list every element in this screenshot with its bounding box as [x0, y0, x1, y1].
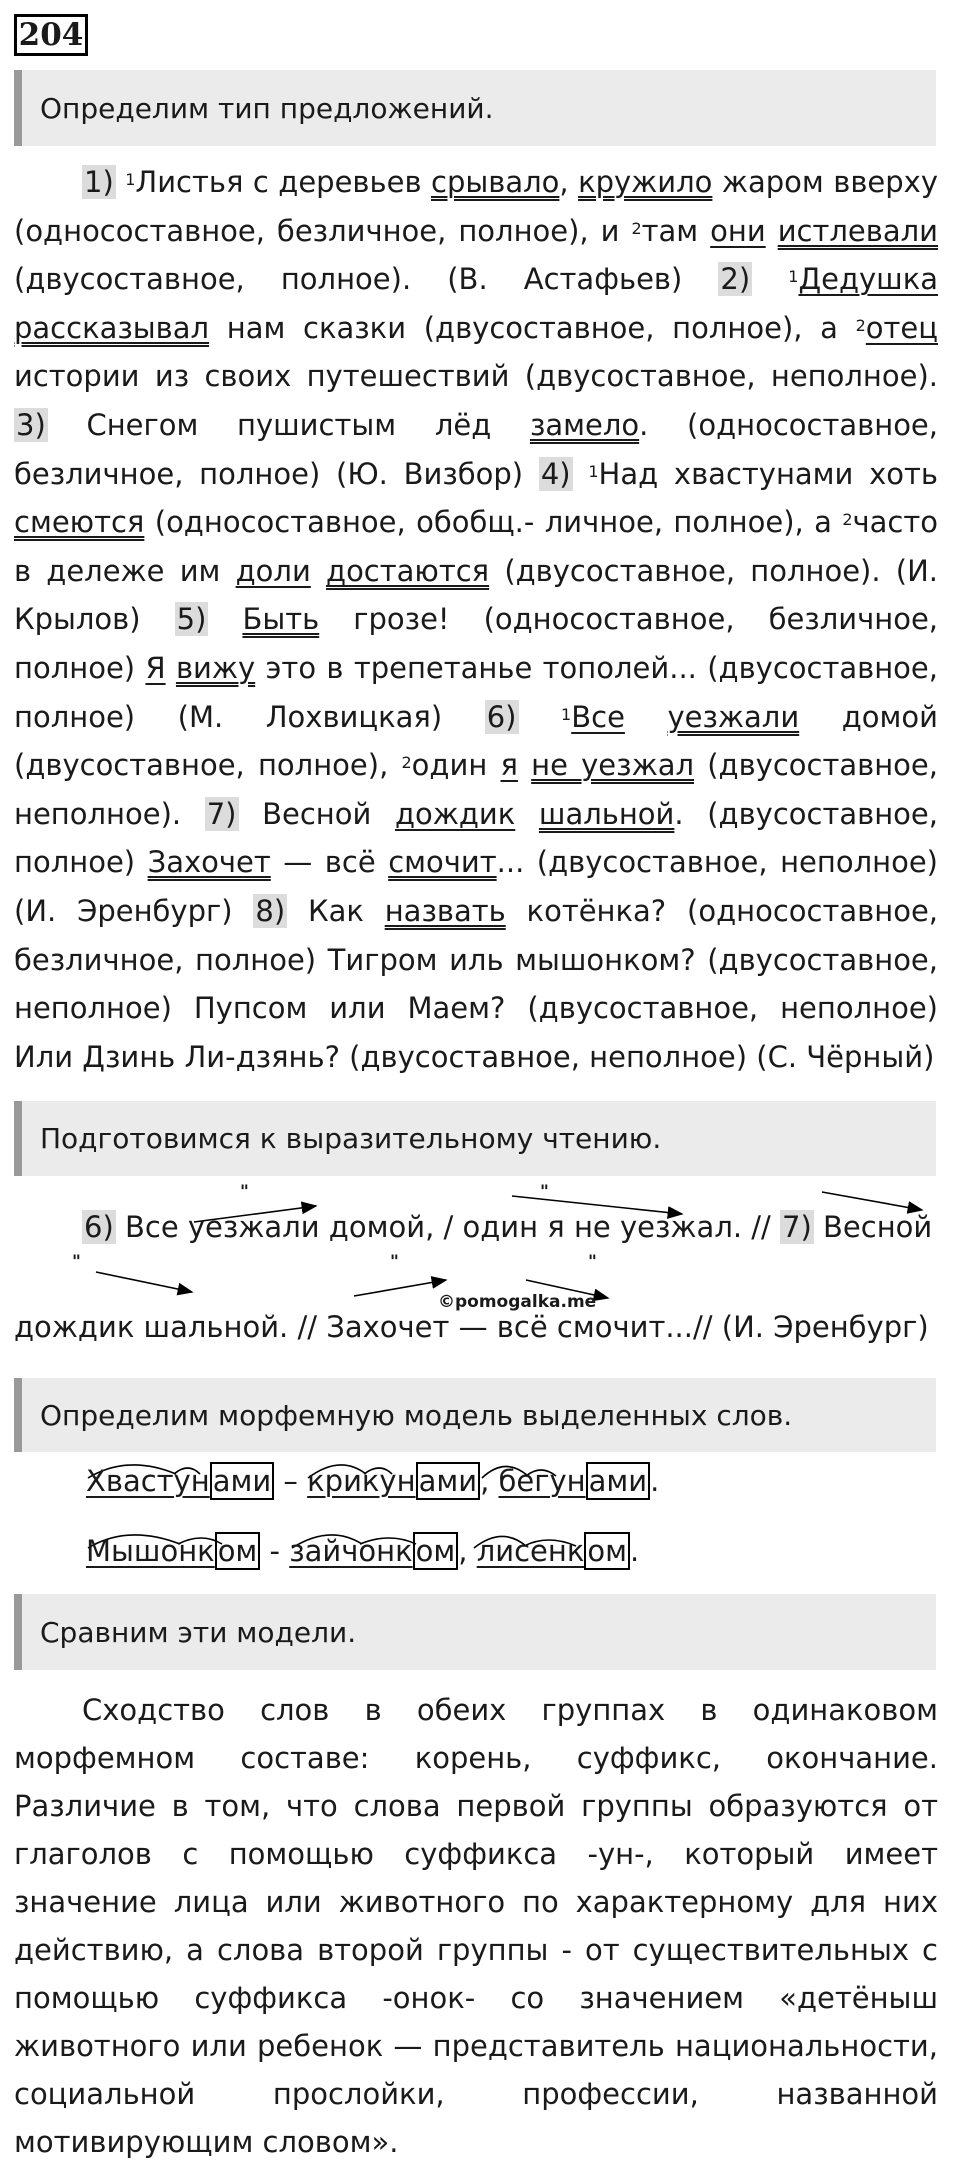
predicate: достаются [326, 553, 490, 588]
section-header-type: Определим тип предложений. [14, 70, 936, 146]
morpheme-row-1: Хвастун ами – крикун ами , бегун ами . [86, 1464, 660, 1498]
predicate: замело [529, 407, 640, 442]
reading-block [14, 1180, 938, 1360]
ending-box: ами [210, 1462, 275, 1500]
stress-mark: " [588, 1252, 597, 1272]
ending-box: ами [586, 1462, 651, 1500]
sentence-number: 6) [486, 699, 517, 734]
analysis-paragraph: 1) $^1$Листья с деревьев срывало, кружило жаром вверху (односоставное, безличное, полное), и $^2$там они истлевали (двусоставное, полное). (В. Астафьев) 2) $^1$Дедушка рассказывал нам сказки (двусоставное, полное), а $^2$отец истории из своих путешествий (двусоставное, неполное). 3) Снегом пушистым лёд замело. (односоставное, безличное, полное) (Ю. Визбор) 4) $^1$Над хвастунами хоть смеются (односоставное, обобщ.- личное, полное), а $^2$часто в дележе им доли достаются (двусоставное, полное). (И. Крылов) 5) Быть грозе! (односоставное, безличное, полное) Я вижу это в трепетанье тополей... (двусоставное, полное) (М. Лохвицкая) 6) $^1$Все уезжали домой (двусоставное, полное), $^2$один я не уезжал (двусоставное, неполное). 7) Весной дождик шальной. (двусоставное, полное) Захочет — всё смочит... (двусоставное, неполное) (И. Эренбург) 8) Как назвать котёнка? (односоставное, безличное, полное) Тигром иль мышонком? (двусоставное, неполное) Пупсом или Маем? (двусоставное, неполное) Или Дзинь Ли-дзянь? (двусоставное, неполное) (С. Чёрный) [14, 165, 939, 1074]
subject: доли [235, 553, 311, 588]
predicate: уезжали [667, 699, 800, 734]
stress-mark: " [540, 1182, 549, 1202]
conclusion-paragraph: Сходство слов в обеих группах в одинаковом морфемном составе: корень, суффикс, окончание. Различие в том, что слова первой группы образуются от глаголов с помощью суффикса -ун-, который имеет значение лица или животного по характерному для них действию, а слова второй группы - от существительных с помощью суффикса -онок- со значением «детёныш животного или ребенок — представитель национальности, социальной прослойки, профессии, названной мотивирующим словом». [14, 1693, 938, 2159]
section-header-reading: Подготовимся к выразительному чтению. [14, 1101, 936, 1176]
sentence-number: 7) [206, 796, 237, 831]
subject: они [710, 213, 766, 248]
subject: Дедушка [798, 262, 939, 297]
intonation-arrow [96, 1272, 192, 1292]
sentence-number: 2) [720, 262, 751, 297]
predicate: назвать [384, 893, 506, 928]
exercise-number: 204 [14, 14, 88, 56]
morpheme-row-2: Мышонк ом - зайчонк ом , лисенк ом . [86, 1534, 640, 1568]
watermark: ©pomogalka.me [438, 1292, 597, 1312]
section-header-morpheme: Определим морфемную модель выделенных слов. [14, 1378, 936, 1452]
stress-mark: " [240, 1182, 249, 1202]
ending-box: ом [413, 1532, 459, 1570]
intonation-arrow [354, 1280, 446, 1296]
sentence-number: 5) [176, 602, 207, 637]
predicate: рассказывал [14, 310, 210, 345]
sentence-number: 8) [255, 893, 286, 928]
reading-line-2: дождик шальной. // Захочет — всё смочит...// (И. Эренбург) [14, 1310, 929, 1344]
subject: дождик [394, 796, 516, 831]
stress-mark: " [72, 1252, 81, 1272]
predicate: смочит [388, 845, 497, 880]
subject: отец [865, 310, 938, 345]
sentence-number: 3) [16, 407, 46, 442]
stress-mark: " [390, 1252, 399, 1272]
predicate: Захочет [147, 845, 271, 880]
predicate: Быть [242, 602, 320, 637]
ending-box: ом [584, 1532, 630, 1570]
sentence-number: 1) [84, 165, 114, 199]
predicate: шальной [538, 796, 675, 831]
intonation-arrow [822, 1192, 922, 1210]
reading-line-1: 6) Все уезжали домой, / один я не уезжал. // 7) Весной [84, 1210, 933, 1244]
ending-box: ами [416, 1462, 481, 1500]
predicate: срывало [431, 165, 560, 199]
predicate: кружило [578, 165, 713, 199]
ending-box: ом [215, 1532, 261, 1570]
sentence-number: 4) [540, 456, 571, 491]
subject: Я [145, 650, 166, 685]
section-header-compare: Сравним эти модели. [14, 1594, 936, 1670]
predicate: вижу [175, 650, 256, 685]
subject: Все [571, 699, 625, 734]
predicate: смеются [14, 505, 145, 540]
subject: я [500, 748, 518, 783]
predicate: не уезжал [531, 748, 694, 783]
predicate: истлевали [777, 213, 938, 248]
